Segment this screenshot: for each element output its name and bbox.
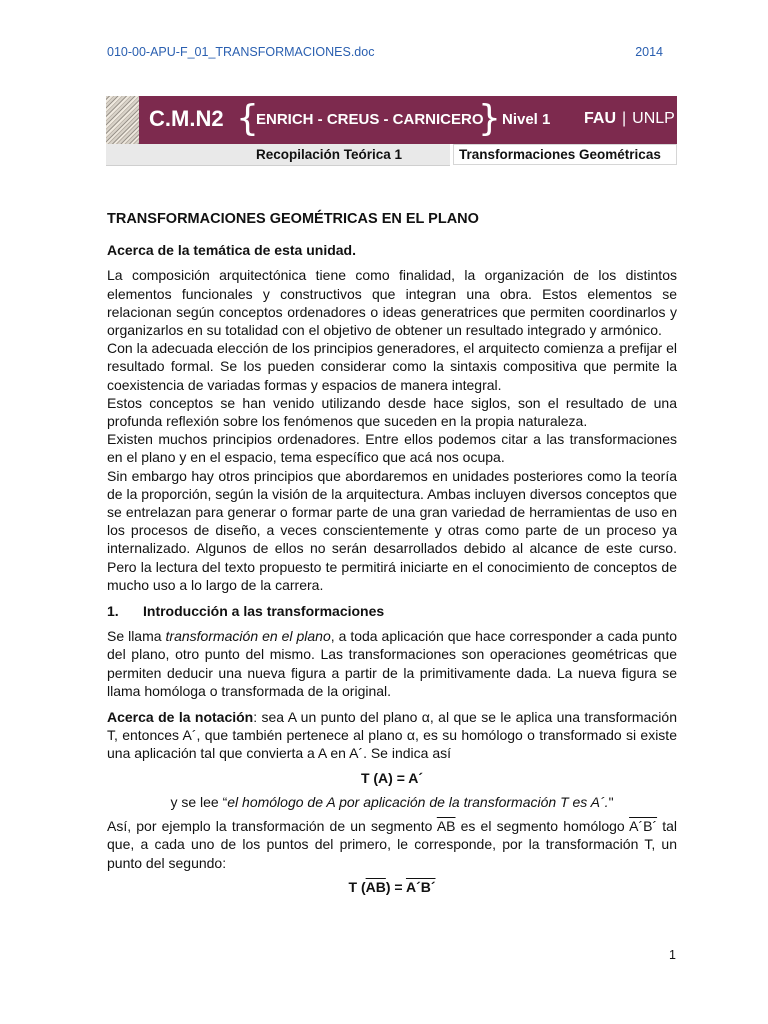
paragraph-history: Estos conceptos se han venido utilizando desde hace siglos, son el resultado de una profunda reflexión sobre los fenómenos que suceden en la propia naturaleza. (107, 394, 677, 430)
defined-term: transformación en el plano (165, 628, 331, 645)
paragraph-principles: Con la adecuada elección de los principios generadores, el arquitecto comienza a prefijar el resultado formal. Se los pueden considerar como la sintaxis compositiva que permite la coexistencia de variadas formas y espacios de manera integral. (107, 340, 677, 393)
page-number: 1 (669, 948, 676, 962)
course-level: Nivel 1 (502, 111, 551, 128)
paragraph-segment: Así, por ejemplo la transformación de un segmento $\overline{AB}$ es el segmento homólogo A´B´ tal que, a cada uno de los puntos del primero, le corresponde, por la transformación T, un punto del segundo: (107, 818, 677, 871)
subheader-left-cell (106, 144, 450, 166)
document-year: 2014 (635, 45, 663, 59)
institution-label (584, 110, 675, 128)
course-authors: ENRICH - CREUS - CARNICERO (256, 111, 484, 128)
subheader-collection: Recopilación Teórica 1 (256, 147, 403, 162)
formula-reading: y se lee “el homólogo de A por aplicación de la transformación T es A´." (170, 793, 614, 810)
document-filename: 010-00-APU-F_01_TRANSFORMACIONES.doc (107, 45, 375, 59)
paragraph-definition: Se llama transformación en el plano, a toda aplicación que hace corresponder a cada punto del plano, otro punto del mismo. Las transformaciones son operaciones geométricas que permiten deducir una nueva figura a partir de la primitivamente dada. La nueva figura se llama homóloga o transformada de la original. (107, 628, 677, 699)
course-code: C.M.N2 (149, 106, 224, 131)
paragraph-ordering: Existen muchos principios ordenadores. Entre ellos podemos citar a las transformaciones en el plano y en el espacio, tema específico que acá nos ocupa. (107, 431, 677, 466)
document-body (107, 210, 677, 902)
subheader-right-cell (453, 144, 677, 165)
paragraph-proportion: Sin embargo hay otros principios que abordaremos en unidades posteriores como la teoría de la proporción, según la visión de la arquitectura. Ambas incluyen diversos conceptos que se entrelazan para generar o formar parte de una gran variedad de herramientas de uso en los procesos de diseño, a veces conscientemente y otras como parte de un proceso ya internalizado. Algunos de ellos no serán desarrollados debido al alcance de este curso. Pero la lectura del texto propuesto te permitirá iniciarte en el conocimiento de conceptos de mucho uso a lo largo de la carrera. (107, 467, 677, 593)
formula-point: T (A) = A´ (360, 769, 424, 786)
section-title: Introducción a las transformaciones (143, 603, 385, 620)
subheader-topic: Transformaciones Geométricas (459, 147, 661, 162)
document-title: TRANSFORMACIONES GEOMÉTRICAS EN EL PLANO (107, 211, 479, 227)
subheader-bar (106, 144, 677, 167)
notation-label: Acerca de la notación (107, 709, 254, 726)
brace-open: { (236, 98, 259, 139)
course-banner (106, 96, 677, 144)
segment-ab: $\overline{AB}$ (436, 818, 456, 835)
paragraph-notation: Acerca de la notación: sea A un punto del plano α, al que se le aplica una transformación T, entonces A´, que también pertenece al plano α, es su homólogo o transformado si existe una aplicación tal que convierta a A en A´. Se indica así (107, 709, 677, 762)
faculty-label: FAU (584, 110, 616, 127)
section-heading (107, 602, 677, 620)
university-label: UNLP (632, 110, 675, 127)
banner-texture-image (106, 96, 139, 144)
formula-segment: T $(\overline{AB})$ = A´B´ (348, 878, 436, 895)
section-number: 1. (107, 603, 119, 620)
brace-close: } (478, 98, 501, 139)
paragraph-composition: La composición arquitectónica tiene como finalidad, la organización de los distintos elementos funcionales y constructivos que integran una obra. Estos elementos se relacionan según conceptos ordenadores o ideas generatrices que permiten coordinarlos y organizarlos en su totalidad con el objetivo de obtener un resultado integrado y armónico. (107, 267, 677, 339)
about-heading: Acerca de la temática de esta unidad. (107, 242, 356, 259)
segment-a-prime-b-prime: A´B´ (629, 818, 658, 835)
institution-separator: | (622, 110, 627, 127)
